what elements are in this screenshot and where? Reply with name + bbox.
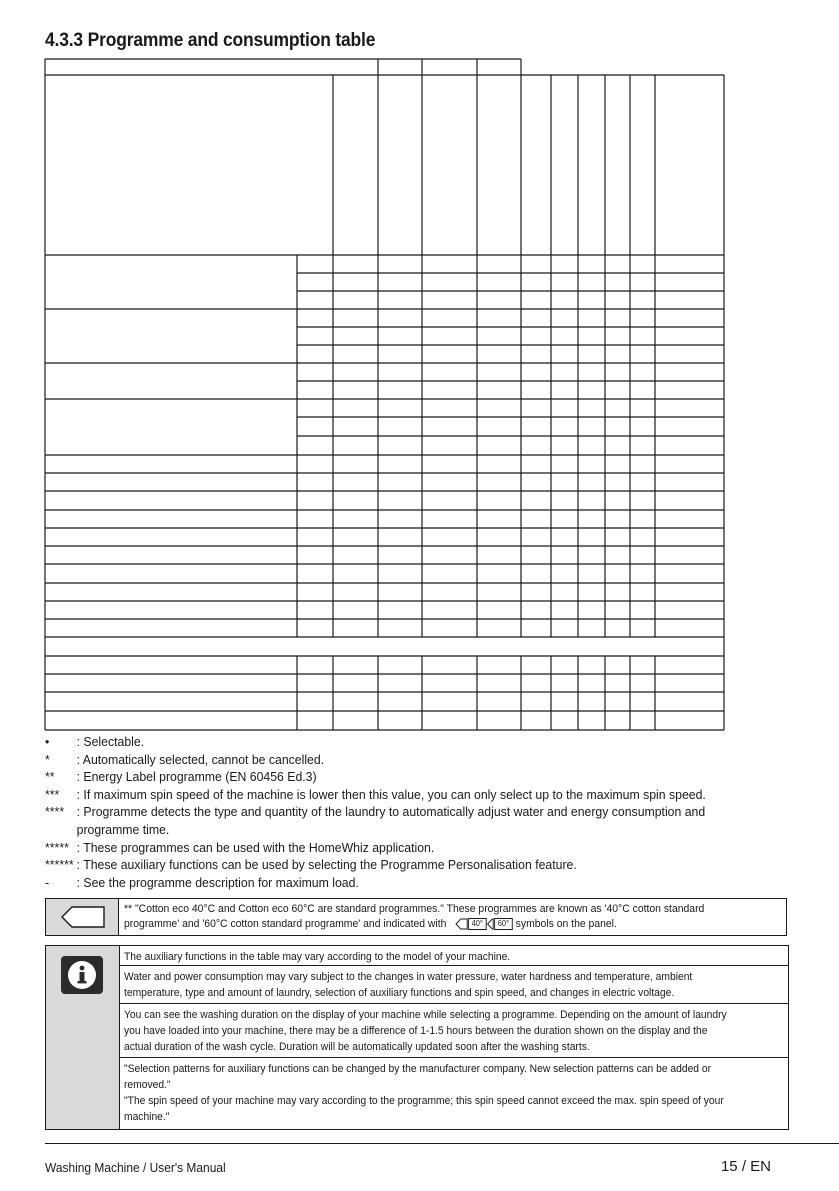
footnote-symbol: - [45, 874, 50, 890]
info-note-consumption [120, 966, 788, 1004]
footnote-auto-detect [45, 803, 733, 838]
footnote-symbol: • [45, 734, 50, 749]
footnote-text: : These auxiliary functions can be used by selecting the Programme Personalisation feature. [76, 857, 577, 873]
footnote-energy-label [45, 768, 733, 786]
footnote-spin-speed [45, 786, 733, 804]
info-note-line: You can see the washing duration on the display of your machine while selecting a programme. Depending on the amount of laundry [124, 1009, 727, 1021]
footnote-symbol: **** [45, 804, 65, 820]
eco-note-text [124, 902, 784, 932]
info-note-auxiliary [120, 946, 788, 966]
page-number: 15 / EN [720, 1158, 771, 1175]
info-note-line: temperature, type and amount of laundry, selection of auxiliary functions and spin speed, and changes in electric voltage. [124, 987, 675, 999]
info-note-line: removed." [124, 1079, 171, 1091]
eco-note-line-2-start: programme' and '60°C cotton standard programme' and indicated with [124, 918, 447, 930]
info-note-line: "Selection patterns for auxiliary functions can be changed by the manufacturer company. New selection patterns can be added or [124, 1063, 712, 1075]
footnote-text: : Energy Label programme (EN 60456 Ed.3) [76, 769, 317, 785]
section-title: 4.3.3 Programme and consumption table [45, 30, 376, 51]
footer-manual-title: Washing Machine / User's Manual [45, 1160, 226, 1175]
info-note-line: you have loaded into your machine, there may be a difference of 1-1.5 hours between the duration shown on the display and the [124, 1025, 708, 1037]
info-notes-box [45, 945, 789, 1130]
footnote-text: : Selectable. [76, 734, 145, 749]
symbol-40-degree: 40° [468, 918, 487, 930]
info-note-line: actual duration of the wash cycle. Duration will be automatically updated soon after the washing starts. [124, 1041, 590, 1053]
footnote-text: : Automatically selected, cannot be cancelled. [76, 751, 325, 767]
footnote-selectable [45, 733, 733, 751]
footnote-symbol: ***** [45, 839, 69, 855]
footnote-symbol: ****** [45, 857, 74, 873]
arrow-tag-icon [455, 917, 468, 931]
info-note-duration [120, 1004, 788, 1058]
footnote-text: : These programmes can be used with the HomeWhiz application. [76, 839, 435, 855]
footnote-symbol: ** [45, 769, 55, 785]
footnote-symbol: * [45, 751, 50, 767]
info-note-selection-patterns [120, 1058, 788, 1128]
eco-note-line-2-end: symbols on the panel. [515, 918, 617, 930]
footnote-text: : If maximum spin speed of the machine is lower then this value, you can only select up to the maximum spin speed. [76, 786, 706, 802]
footnote-text: : Programme detects the type and quantity of the laundry to automatically adjust water and energy consumption and [76, 804, 706, 820]
footnote-personalisation [45, 856, 733, 874]
footnote-text: : See the programme description for maximum load. [76, 874, 359, 890]
footnote-text-continued: programme time. [76, 821, 170, 837]
eco-note-line-2 [124, 917, 738, 932]
info-note-line: "The spin speed of your machine may vary according to the programme; this spin speed cannot exceed the max. spin speed of your [124, 1095, 724, 1107]
info-icon-cell [46, 946, 120, 1129]
info-note-line: Water and power consumption may vary subject to the changes in water pressure, water hardness and temperature, ambient [124, 971, 693, 983]
info-note-line: machine." [124, 1111, 170, 1123]
footnote-max-load [45, 874, 733, 892]
arrow-tag-icon [487, 917, 494, 931]
footnote-homewhiz [45, 839, 733, 857]
eco-icon-cell [46, 899, 119, 935]
footnote-symbol: *** [45, 786, 60, 802]
info-note-line: The auxiliary functions in the table may vary according to the model of your machine. [124, 951, 511, 963]
footnote-automatic [45, 751, 733, 769]
info-notes-list [120, 946, 788, 1128]
footer-divider [45, 1143, 839, 1144]
symbol-60-degree: 60° [494, 918, 513, 930]
eco-note-line-1: ** "Cotton eco 40°C and Cotton eco 60°C are standard programmes." These programmes are known as '40°C cotton standard [124, 903, 705, 915]
info-icon [46, 946, 119, 1006]
footnotes [45, 733, 785, 891]
eco-programme-note [45, 898, 787, 936]
arrow-tag-icon [46, 899, 118, 935]
